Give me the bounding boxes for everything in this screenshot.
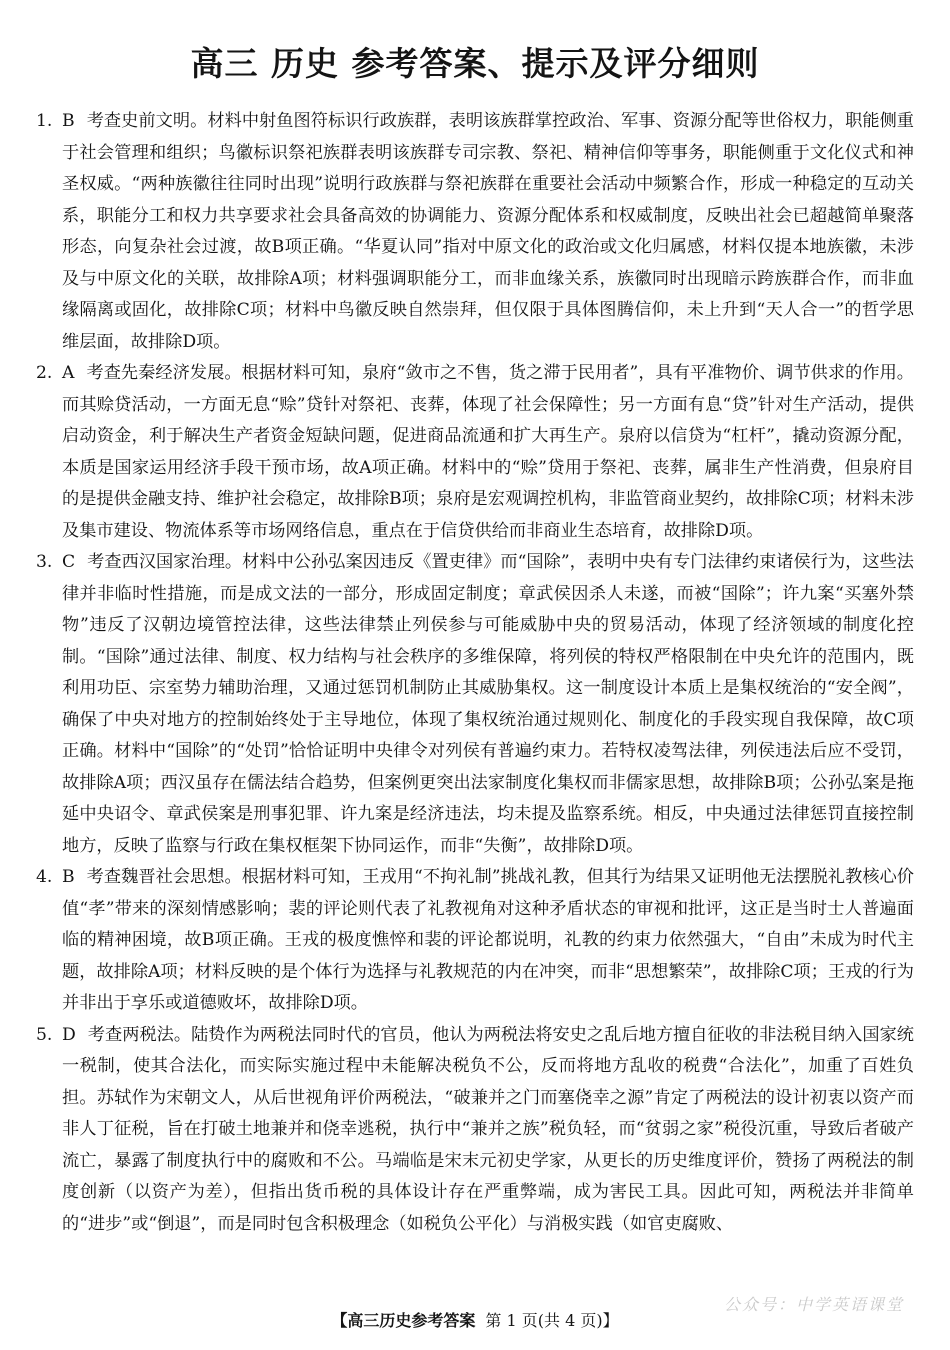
explanation-text: 考查两税法。陆贽作为两税法同时代的官员，他认为两税法将安史之乱后地方擅自征收的非法税目纳入国家统一税制，使其合法化，而实际实施过程中未能解决税负不公，反而将地方乱收的税费“合法化”，加重了百姓负担。苏轼作为宋朝文人，从后世视角评价两税法，“破兼并之门而塞侥幸之源”肯定了两税法的设计初衷以资产而非人丁征税，旨在打破土地兼并和侥幸逃税，执行中“兼并之族”税负轻，而“贫弱之家”税役沉重，导致后者破产流亡，暴露了制度执行中的腐败和不公。马端临是宋末元初史学家，从更长的历史维度评价，赞扬了两税法的制度创新（以资产为差），但指出货币税的具体设计存在严重弊端，成为害民工具。因此可知，两税法并非简单的“进步”或“倒退”，而是同时包含积极理念（如税负公平化）与消极实践（如官吏腐败、 <box>62 1024 914 1234</box>
explanation-text: 考查西汉国家治理。材料中公孙弘案因违反《置吏律》而“国除”，表明中央有专门法律约束诸侯行为，这些法律并非临时性措施，而是成文法的一部分，形成固定制度；章武侯因杀人未遂，而被“国除”；许九案“买塞外禁物”违反了汉朝边境管控法律，这些法律禁止列侯参与可能威胁中央的贸易活动，体现了经济领域的制度化控制。“国除”通过法律、制度、权力结构与社会秩序的多维保障，将列侯的特权严格限制在中央允许的范围内，既利用功臣、宗室势力辅助治理，又通过惩罚机制防止其威胁集权。这一制度设计本质上是集权统治的“安全阀”，确保了中央对地方的控制始终处于主导地位，体现了集权统治通过规则化、制度化的手段实现自我保障，故C项正确。材料中“国除”的“处罚”恰恰证明中央律令对列侯有普遍约束力。若特权凌驾法律，列侯违法后应不受罚，故排除A项；西汉虽存在儒法结合趋势，但案例更突出法家制度化集权而非儒家思想，故排除B项；公孙弘案是拖延中央诏令、章武侯案是刑事犯罪、许九案是经济违法，均未提及监察系统。相反，中央通过法律惩罚直接控制地方，反映了监察与行政在集权框架下协同运作，而非“失衡”，故排除D项。 <box>62 552 914 856</box>
answer-item <box>36 1020 914 1241</box>
footer-label: 【高三历史参考答案 <box>331 1311 476 1330</box>
explanation-text: 考查魏晋社会思想。根据材料可知，王戎用“不拘礼制”挑战礼教，但其行为结果又证明他无法摆脱礼教核心价值“孝”带来的深刻情感影响；裴的评论则代表了礼教视角对这种矛盾状态的审视和批评，这正是当时士人普遍面临的精神困境，故B项正确。王戎的极度憔悴和裴的评论都说明，礼教的约束力依然强大，“自由”未成为时代主题，故排除A项；材料反映的是个体行为选择与礼教规范的内在冲突，而非“思想繁荣”，故排除C项；王戎的行为并非出于享乐或道德败坏，故排除D项。 <box>62 867 914 1013</box>
answer-key: B <box>62 867 75 887</box>
question-number: 4. <box>36 867 53 887</box>
answer-key: C <box>62 552 76 572</box>
page-title: 高三 历史 参考答案、提示及评分细则 <box>190 44 760 83</box>
question-number: 5. <box>36 1024 53 1045</box>
answer-key: B <box>62 111 75 131</box>
answer-key: A <box>62 363 75 383</box>
answer-list <box>36 106 914 1240</box>
explanation-text: 考查史前文明。材料中射鱼图符标识行政族群，表明该族群掌控政治、军事、资源分配等世俗权力，职能侧重于社会管理和组织；鸟徽标识祭祀族群表明该族群专司宗教、祭祀、精神信仰等事务，职能侧重于文化仪式和神圣权威。“两种族徽往往同时出现”说明行政族群与祭祀族群在重要社会活动中频繁合作，形成一种稳定的互动关系，职能分工和权力共享要求社会具备高效的协调能力、资源分配体系和权威制度，反映出社会已超越简单聚落形态，向复杂社会过渡，故B项正确。“华夏认同”指对中原文化的政治或文化归属感，材料仅提本地族徽，未涉及与中原文化的关联，故排除A项；材料强调职能分工，而非血缘关系，族徽同时出现暗示跨族群合作，而非血缘隔离或固化，故排除C项；材料中鸟徽反映自然崇拜，但仅限于具体图腾信仰，未上升到“天人合一”的哲学思维层面，故排除D项。 <box>62 111 914 352</box>
page-number: 第 1 页(共 4 页)】 <box>485 1311 619 1330</box>
watermark-text: 公众号：中学英语课堂 <box>723 1295 904 1314</box>
answer-key: D <box>62 1024 76 1045</box>
answer-item <box>36 862 914 1020</box>
question-number: 1. <box>36 111 53 131</box>
answer-item <box>36 358 914 547</box>
explanation-text: 考查先秦经济发展。根据材料可知，泉府“敛市之不售，货之滞于民用者”，具有平准物价、调节供求的作用。而其赊贷活动，一方面无息“赊”贷针对祭祀、丧葬，体现了社会保障性；另一方面有息“贷”针对生产活动，提供启动资金，利于解决生产者资金短缺问题，促进商品流通和扩大再生产。泉府以信贷为“杠杆”，撬动资源分配，本质是国家运用经济手段干预市场，故A项正确。材料中的“赊”贷用于祭祀、丧葬，属非生产性消费，但泉府目的是提供金融支持、维护社会稳定，故排除B项；泉府是宏观调控机构，非监管商业契约，故排除C项；材料未涉及集市建设、物流体系等市场网络信息，重点在于信贷供给而非商业生态培育，故排除D项。 <box>62 363 914 541</box>
question-number: 3. <box>36 552 53 572</box>
answer-item <box>36 106 914 358</box>
question-number: 2. <box>36 363 53 383</box>
answer-item <box>36 547 914 862</box>
